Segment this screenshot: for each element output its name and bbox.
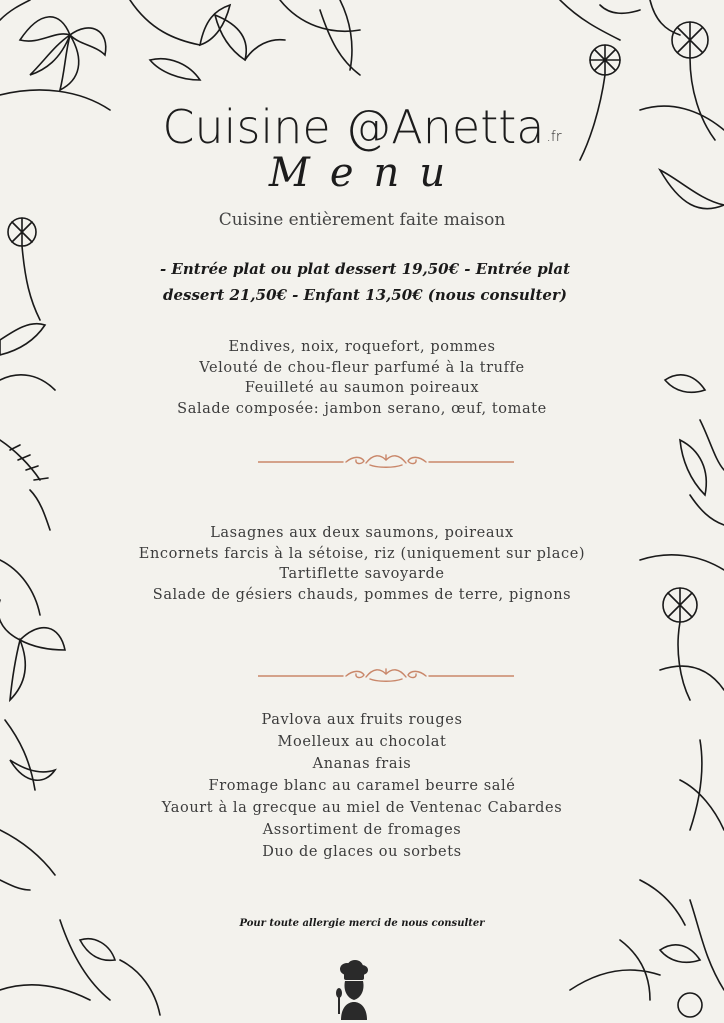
mains-section bbox=[0, 523, 724, 605]
dessert-item: Ananas frais bbox=[312, 756, 412, 772]
ornamental-divider-1 bbox=[258, 452, 514, 472]
price-line-2: dessert 21,50€ - Enfant 13,50€ (nous consulter) bbox=[163, 286, 567, 304]
starter-item: Endives, noix, roquefort, pommes bbox=[228, 339, 496, 355]
starter-item: Velouté de chou-fleur parfumé à la truffe bbox=[199, 359, 525, 376]
dessert-item: Duo de glaces ou sorbets bbox=[262, 844, 462, 860]
dessert-item: Moelleux au chocolat bbox=[277, 734, 447, 750]
main-item: Lasagnes aux deux saumons, poireaux bbox=[210, 525, 514, 541]
brand-logo-text bbox=[0, 100, 724, 154]
starters-section bbox=[0, 337, 724, 419]
starter-item: Feuilleté au saumon poireaux bbox=[244, 380, 480, 396]
ornamental-divider-2 bbox=[258, 666, 514, 686]
price-formulas bbox=[120, 256, 610, 308]
dessert-item: Fromage blanc au caramel beurre salé bbox=[208, 778, 516, 794]
main-item: Tartiflette savoyarde bbox=[279, 566, 445, 582]
allergy-note: Pour toute allergie merci de nous consulter bbox=[239, 918, 485, 929]
brand-tld: .fr bbox=[546, 129, 562, 145]
desserts-section bbox=[0, 709, 724, 863]
menu-title: Menu bbox=[268, 150, 466, 196]
menu-subtitle: Cuisine entièrement faite maison bbox=[218, 210, 506, 230]
main-item: Encornets farcis à la sétoise, riz (uniquement sur place) bbox=[138, 545, 586, 562]
dessert-item: Assortiment de fromages bbox=[262, 822, 462, 838]
dessert-item: Yaourt à la grecque au miel de Ventenac Cabardes bbox=[161, 800, 563, 816]
brand-name: Cuisine @Anetta bbox=[162, 100, 545, 154]
price-line-1: - Entrée plat ou plat dessert 19,50€ - Entrée plat bbox=[159, 260, 571, 278]
starter-item: Salade composée: jambon serano, œuf, tomate bbox=[177, 400, 547, 417]
dessert-item: Pavlova aux fruits rouges bbox=[261, 712, 463, 728]
chef-silhouette-icon bbox=[335, 960, 371, 1020]
main-item: Salade de gésiers chauds, pommes de terre, pignons bbox=[152, 586, 572, 603]
